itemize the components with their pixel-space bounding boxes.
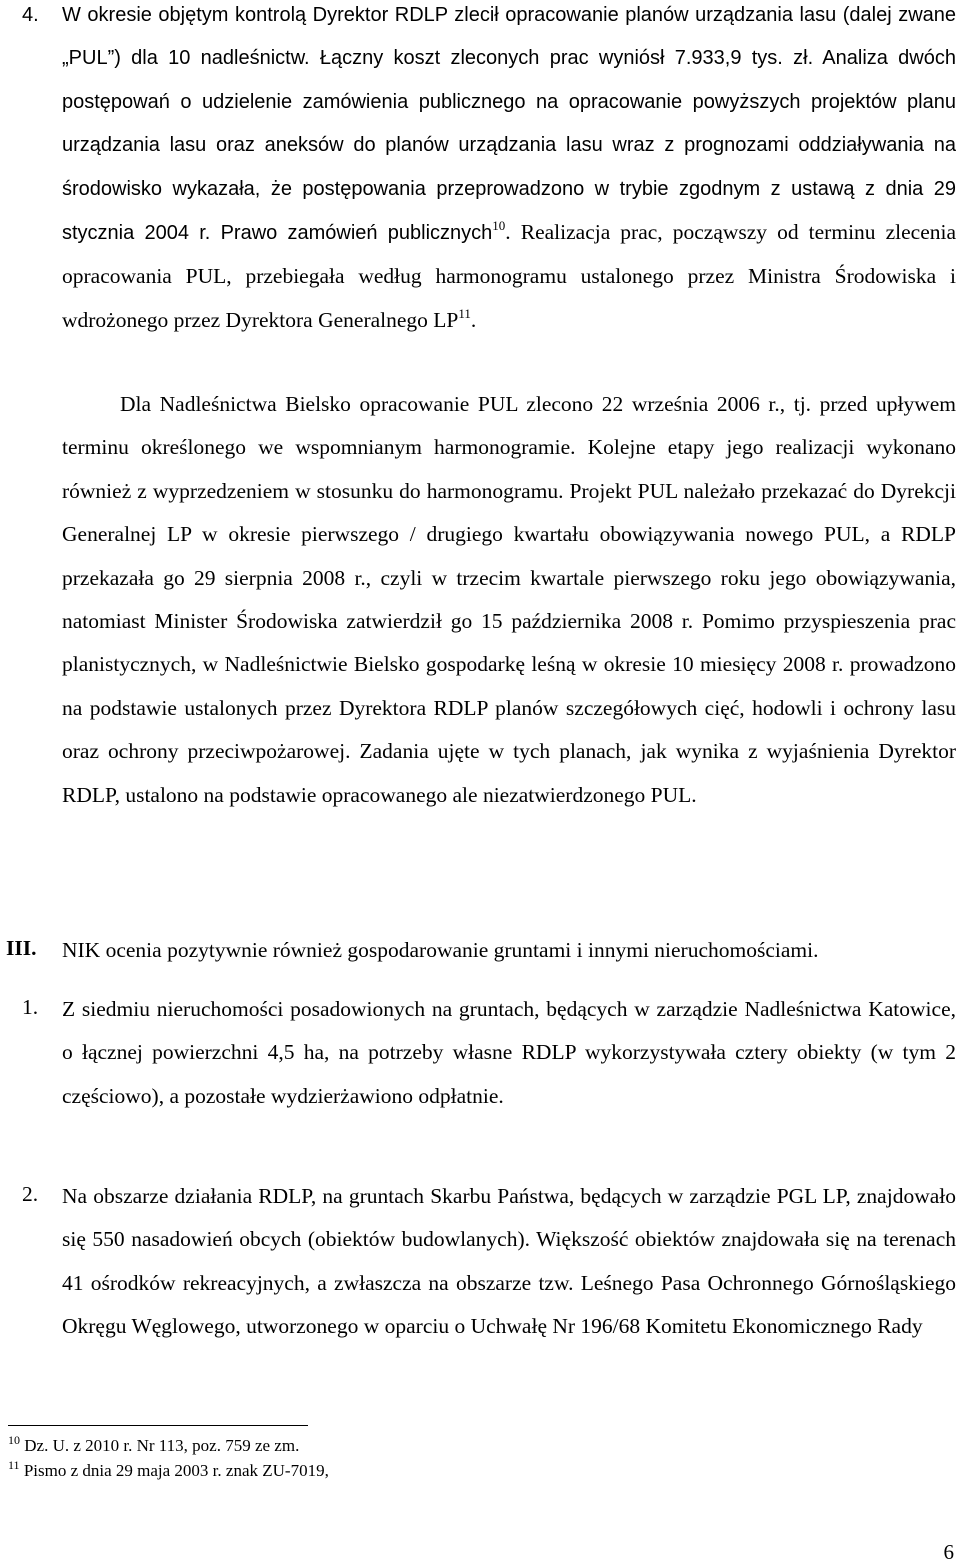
section-4-paragraph-1-sans-text: W okresie objętym kontrolą Dyrektor RDLP zlecił opracowanie planów urządzania lasu (dalej zwane „PUL”) dla 10 nadleśnictw. Łączny koszt zleconych prac wyniósł 7.933,9 tys. zł. Analiza dwóch postępowań o udzielenie zamówienia publicznego na opracowanie powyższych projektów planu urządzania lasu oraz aneksów do planów urządzania lasu wraz z prognozami oddziaływania na środowisko wykazała, że postępowania przeprowadzono w trybie zgodnym z ustawą z dnia 29 stycznia 2004 r. Prawo zamówień publicznych [62,4,956,245]
footnote-11-number: 11 [8,1458,20,1472]
footnote-10-number: 10 [8,1433,20,1447]
section-III-text: NIK ocenia pozytywnie również gospodarowanie gruntami i innymi nieruchomościami. [62,938,819,962]
footnote-10-text: Dz. U. z 2010 r. Nr 113, poz. 759 ze zm. [24,1436,300,1455]
footnote-ref-11: 11 [458,305,471,321]
section-III-marker: III. [6,936,37,960]
section-4-paragraph-1-serif-text: . Realizacja prac, począwszy od terminu zlecenia opracowania PUL, przebiegała według harmonogramu ustalonego przez Ministra Środowiska i wdrożonego przez Dyrektora Generalnego LP [62,220,957,332]
page-number: 6 [943,1540,954,1564]
section-4-paragraph-1-end: . [470,307,477,332]
footnote-11 [8,1458,329,1481]
item-2-text: Na obszarze działania RDLP, na gruntach Skarbu Państwa, będących w zarządzie PGL LP, znajdowało się 550 nasadowień obcych (obiektów budowlanych). Większość obiektów znajdowała się na terenach 41 ośrodków rekreacyjnych, a zwłaszcza na obszarze tzw. Leśnego Pasa Ochronnego Górnośląskiego Okręgu Węglowego, utworzonego w oparciu o Uchwałę Nr 196/68 Komitetu Ekonomicznego Rady [62,1184,956,1339]
section-4-paragraph-1 [62,0,956,342]
footnote-ref-10: 10 [492,218,506,234]
footnote-11-text: Pismo z dnia 29 maja 2003 r. znak ZU-7019, [23,1461,329,1480]
footnote-10 [8,1433,300,1456]
item-1-text: Z siedmiu nieruchomości posadowionych na gruntach, będących w zarządzie Nadleśnictwa Katowice, o łącznej powierzchni 4,5 ha, na potrzeby własne RDLP wykorzystywała cztery obiekty (w tym 2 częściowo), a pozostałe wydzierżawiono odpłatnie. [62,997,956,1108]
section-4-marker: 4. [22,4,39,26]
item-1-marker: 1. [22,995,39,1019]
footnote-separator [8,1425,308,1426]
item-2-marker: 2. [22,1182,39,1206]
section-4-paragraph-2: Dla Nadleśnictwa Bielsko opracowanie PUL zlecono 22 września 2006 r., tj. przed upływem terminu określonego we wspomnianym harmonogramie. Kolejne etapy jego realizacji wykonano również z wyprzedzeniem w stosunku do harmonogramu. Projekt PUL należało przekazać do Dyrekcji Generalnej LP w okresie pierwszego / drugiego kwartału obowiązywania nowego PUL, a RDLP przekazała go 29 sierpnia 2008 r., czyli w trzecim kwartale pierwszego roku jego obowiązywania, natomiast Minister Środowiska zatwierdził go 15 października 2008 r. Pomimo przyspieszenia prac planistycznych, w Nadleśnictwie Bielsko gospodarkę leśną w okresie 10 miesięcy 2008 r. prowadzono na podstawie ustalonych przez Dyrektora RDLP planów szczegółowych cięć, hodowli i ochrony lasu oraz ochrony przeciwpożarowej. Zadania ujęte w tych planach, jak wynika z wyjaśnienia Dyrektor RDLP, ustalono na podstawie opracowanego ale niezatwierdzonego PUL. [62,392,956,807]
